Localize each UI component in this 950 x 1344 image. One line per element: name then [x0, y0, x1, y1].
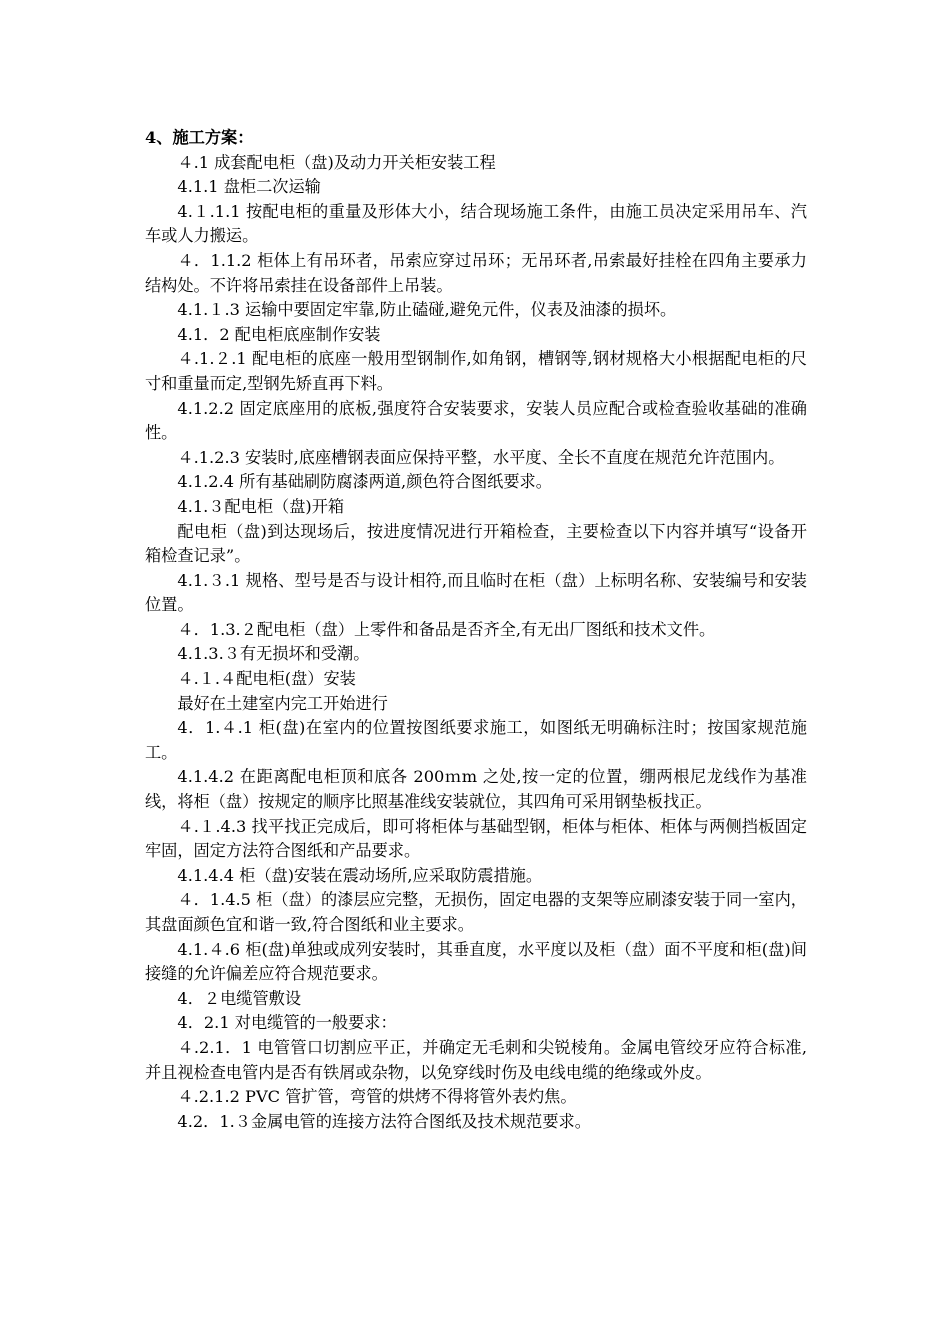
paragraph: ４.1.2.3 安装时,底座槽钢表面应保持平整，水平度、全长不直度在规范允许范围内。: [177, 447, 785, 467]
paragraph-list: [145, 151, 807, 1135]
paragraph: ４.１.4.3 找平找正完成后，即可将柜体与基础型钢，柜体与柜体、柜体与两侧挡板固定牢固，固定方法符合图纸和产品要求。: [145, 816, 807, 861]
paragraph: ４．1.4.5 柜（盘）的漆层应完整，无损伤，固定电器的支架等应刷漆安装于同一室内，其盘面颜色宜和谐一致,符合图纸和业主要求。: [145, 890, 807, 934]
paragraph: 4.1.3.３有无损坏和受潮。: [177, 644, 370, 664]
paragraph: ４.2.1.2 PVC 管扩管，弯管的烘烤不得将管外表灼焦。: [177, 1087, 577, 1107]
paragraph: ４.1.２.1 配电柜的底座一般用型钢制作,如角钢，槽钢等,钢材规格大小根据配电柜的尺寸和重量而定,型钢先矫直再下料。: [145, 349, 807, 393]
paragraph: 4．２电缆管敷设: [177, 988, 302, 1008]
paragraph: 4.1.2.4 所有基础刷防腐漆两道,颜色符合图纸要求。: [177, 472, 552, 492]
paragraph: ４.1 成套配电柜（盘)及动力开关柜安装工程: [177, 152, 496, 172]
paragraph: 4.1.３.1 规格、型号是否与设计相符,而且临时在柜（盘）上标明名称、安装编号和安装位置。: [145, 570, 807, 615]
paragraph: ４．1.1.2 柜体上有吊环者，吊索应穿过吊环；无吊环者,吊索最好挂栓在四角主要承力结构处。不许将吊索挂在设备部件上吊装。: [145, 250, 807, 295]
paragraph: 4.1.4.2 在距离配电柜顶和底各 200ｍm 之处,按一定的位置，绷两根尼龙线作为基准线，将柜（盘）按规定的顺序比照基准线安装就位，其四角可采用钢垫板找正。: [145, 767, 807, 812]
paragraph: 4.1.2.2 固定底座用的底板,强度符合安装要求，安装人员应配合或检查验收基础的准确性。: [145, 398, 807, 443]
document-body: [145, 126, 807, 1134]
section-heading: 4、施工方案：: [145, 128, 254, 147]
paragraph: 最好在土建室内完工开始进行: [177, 693, 388, 713]
paragraph: ４．1.3.２配电柜（盘）上零件和备品是否齐全,有无出厂图纸和技术文件。: [177, 619, 716, 639]
paragraph: ４.１.４配电柜(盘）安装: [177, 669, 356, 689]
paragraph: 4.1．2 配电柜底座制作安装: [177, 324, 381, 344]
paragraph: 4.1.１.3 运输中要固定牢靠,防止磕碰,避免元件，仪表及油漆的损坏。: [177, 300, 677, 320]
paragraph: 4.1.４.6 柜(盘)单独或成列安装时，其垂直度，水平度以及柜（盘）面不平度和柜(盘)间接缝的允许偏差应符合规范要求。: [145, 939, 807, 984]
paragraph: 4.1.３配电柜（盘)开箱: [177, 496, 345, 516]
paragraph: 4.1.1 盘柜二次运输: [177, 177, 321, 197]
paragraph: ４.2.1．1 电管管口切割应平正，并确定无毛刺和尖锐棱角。金属电管绞牙应符合标准,并且视检查电管内是否有铁屑或杂物，以免穿线时伤及电线电缆的绝缘或外皮。: [145, 1037, 807, 1082]
paragraph: 4.2．1.３金属电管的连接方法符合图纸及技术规范要求。: [177, 1111, 591, 1131]
paragraph: 4.１.1.1 按配电柜的重量及形体大小，结合现场施工条件，由施工员决定采用吊车、汽车或人力搬运。: [145, 201, 807, 246]
paragraph: 4.1.4.4 柜（盘)安装在震动场所,应采取防震措施。: [177, 865, 543, 885]
paragraph: 配电柜（盘)到达现场后，按进度情况进行开箱检查，主要检查以下内容并填写“设备开箱检查记录”。: [145, 521, 807, 566]
paragraph: 4．2.1 对电缆管的一般要求：: [177, 1013, 397, 1033]
paragraph: 4．1.４.1 柜(盘)在室内的位置按图纸要求施工，如图纸无明确标注时；按国家规范施工。: [145, 718, 807, 762]
